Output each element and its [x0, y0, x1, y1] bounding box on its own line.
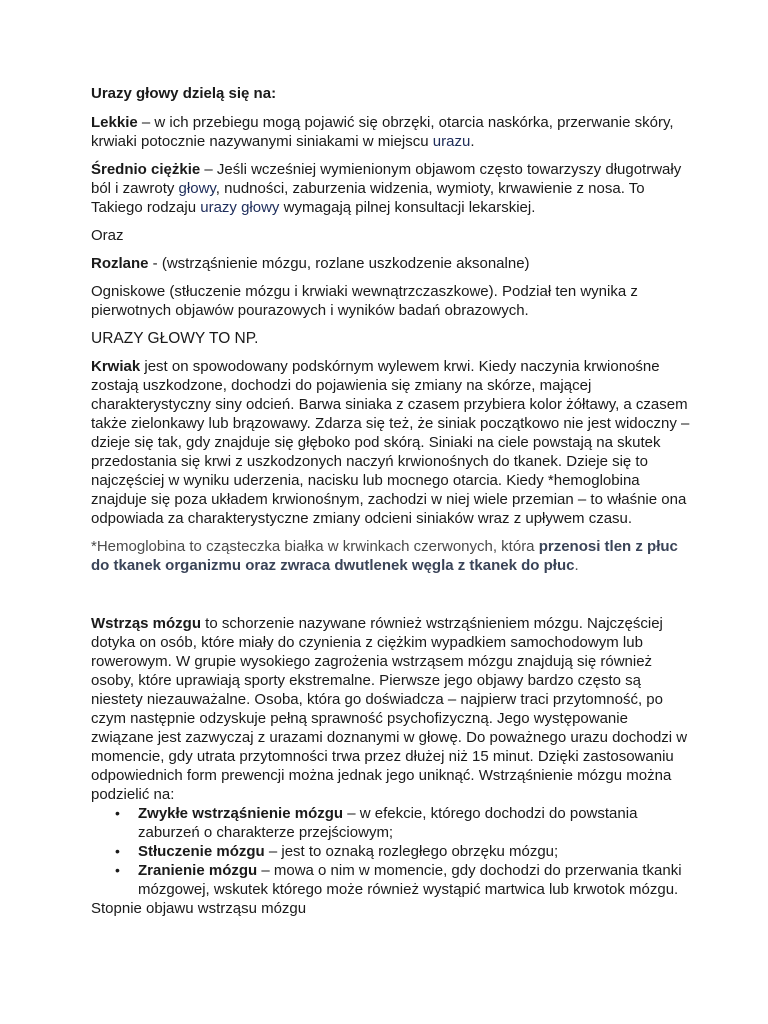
- hemoglobina-note: [91, 537, 691, 575]
- list-item-text: – w efekcie, którego dochodzi do powstania zaburzeń o charakterze przejściowym;: [138, 805, 638, 841]
- term-srednio: Średnio ciężkie: [91, 161, 201, 178]
- term-lekkie: Lekkie: [91, 114, 138, 131]
- types-list: [91, 804, 691, 899]
- link-urazy-glowy[interactable]: urazy głowy: [200, 199, 280, 216]
- lekkie-end: .: [470, 133, 475, 150]
- srednio-text-2: , nudności, zaburzenia widzenia, wymioty, krwawienie z nosa. To Takiego rodzaju: [91, 180, 645, 216]
- krwiak-text: jest on spowodowany podskórnym wylewem krwi. Kiedy naczynia krwionośne zostają uszkodzone, dochodzi do pojawienia się zmiany na skórze, mającej charakterystyczny siny odcień. Barwa siniaka z czasem przybiera kolor żółtawy, a czasem także zielonkawy lub brązowawy. Zdarza się też, że siniak początkowo nie jest widoczny – dzieje się tak, gdy znajduje się głęboko pod skórą. Siniaki na ciele powstają na skutek przedostania się krwi z uszkodzonych naczyń krwionośnych do tkanek. Dzieje się to najczęściej w wyniku uderzenia, nacisku lub mocnego otarcia. Kiedy *hemoglobina znajduje się poza układem krwionośnym, zachodzi w niej wiele przemian – to właśnie ona odpowiada za charakterystyczne zmiany odcieni siniaków wraz z upływem czasu.: [91, 358, 690, 527]
- list-item-text: – jest to oznaką rozległego obrzęku mózgu;: [264, 843, 559, 860]
- list-item: [138, 804, 691, 842]
- paragraph-srednio: [91, 160, 691, 217]
- lekkie-text: – w ich przebiegu mogą pojawić się obrzęki, otarcia naskórka, przerwanie skóry, krwiaki potocznie nazywanymi siniakami w miejscu: [91, 114, 674, 150]
- closing-line: Stopnie objawu wstrząsu mózgu: [91, 900, 307, 917]
- hemoglobina-end: .: [574, 557, 579, 574]
- list-item-text: – mowa o nim w momencie, gdy dochodzi do przerwania tkanki mózgowej, wskutek którego może również wystąpić martwica lub krwotok mózgu.: [138, 862, 682, 898]
- hemoglobina-text: *Hemoglobina to cząsteczka białka w krwinkach czerwonych, która: [91, 538, 539, 555]
- link-urazu[interactable]: urazu: [432, 133, 471, 150]
- list-item-term: Stłuczenie mózgu: [138, 843, 265, 860]
- term-rozlane: Rozlane: [91, 255, 149, 272]
- oraz-text: Oraz: [91, 227, 124, 244]
- paragraph-lekkie: [91, 113, 691, 151]
- list-item: [138, 842, 691, 861]
- list-item-term: Zranienie mózgu: [138, 862, 258, 879]
- term-wstrzas: Wstrząs mózgu: [91, 615, 202, 632]
- document-page: [91, 84, 691, 918]
- paragraph-rozlane: [91, 254, 691, 273]
- spacer: [91, 584, 691, 614]
- list-item: [138, 861, 691, 899]
- srednio-text-1: – Jeśli wcześniej wymienionym objawom często towarzyszy długotrwały ból i zawroty: [91, 161, 682, 197]
- section-heading: Urazy głowy dzielą się na:: [91, 85, 277, 102]
- paragraph-ogniskowe: Ogniskowe (stłuczenie mózgu i krwiaki wewnątrzczaszkowe). Podział ten wynika z pierwotnych objawów pourazowych i wyników badań obrazowych.: [91, 283, 638, 319]
- paragraph-wstrzas: [91, 614, 691, 804]
- hemoglobina-bold: przenosi tlen z płuc do tkanek organizmu oraz zwraca dwutlenek węgla z tkanek do płuc: [91, 538, 678, 574]
- wstrzas-text: to schorzenie nazywane również wstrząśnieniem mózgu. Najczęściej dotyka on osób, które miały do czynienia z ciężkim wypadkiem samochodowym lub rowerowym. W grupie wysokiego zagrożenia wstrząsem mózgu znajdują się również osoby, które uprawiają sporty ekstremalne. Pierwsze jego objawy bardzo często są niestety niezauważalne. Osoba, która go doświadcza – najpierw traci przytomność, po czym następnie odzyskuje pełną sprawność psychofizyczną. Jego występowanie związane jest zazwyczaj z urazami doznanymi w głowę. Do poważnego urazu dochodzi w momencie, gdy utrata przytomności trwa przez dłużej niż 15 minut. Dzięki zastosowaniu odpowiednich form prewencji można jednak jego uniknąć. Wstrząśnienie mózgu można podzielić na:: [91, 615, 688, 803]
- examples-heading: URAZY GŁOWY TO NP.: [91, 330, 259, 347]
- rozlane-text: - (wstrząśnienie mózgu, rozlane uszkodzenie aksonalne): [148, 255, 530, 272]
- link-glowy[interactable]: głowy: [178, 180, 216, 197]
- paragraph-krwiak: [91, 357, 691, 528]
- srednio-text-3: wymagają pilnej konsultacji lekarskiej.: [279, 199, 536, 216]
- list-item-term: Zwykłe wstrząśnienie mózgu: [138, 805, 344, 822]
- term-krwiak: Krwiak: [91, 358, 141, 375]
